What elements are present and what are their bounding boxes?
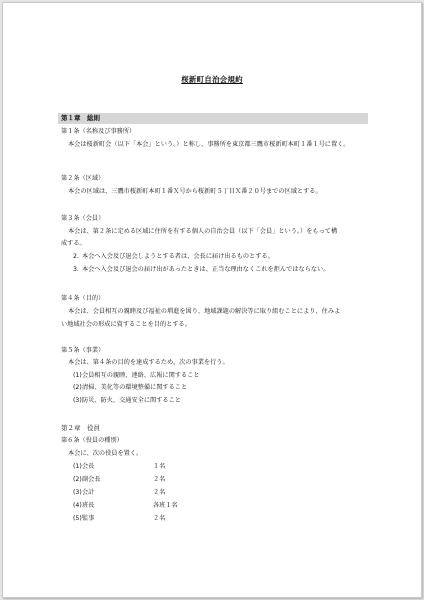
document-page bbox=[2, 2, 422, 598]
officer-count: ２名 bbox=[153, 476, 166, 483]
article-1-body: 本会は桜新町会（以下「本会」という。）と称し、事務所を東京都三鷹市桜新町本町１番１号に置く。 bbox=[68, 141, 350, 148]
article-4-body-continued: い地域社会の形成に資することを目的とする。 bbox=[61, 321, 191, 328]
officer-number: (2) bbox=[73, 476, 82, 483]
article-4-body: 本会は、会員相互の親睦及び福祉の増進を図り、地域課題の解決等に取り組むことにより、住みよ bbox=[68, 308, 341, 315]
article-3-item-text: 本会へ入会及び退会しようとする者は、会長に届け出るものとする。 bbox=[82, 253, 274, 260]
article-5-item-number: (3) bbox=[73, 397, 82, 404]
chapter-1-heading: 第１章 総則 bbox=[58, 113, 368, 124]
article-3-heading: 第３条（会員） bbox=[61, 215, 105, 222]
article-5-heading: 第５条（事業） bbox=[61, 347, 105, 354]
officer-role: 会計 bbox=[82, 489, 95, 496]
article-3-item-number: 3. bbox=[73, 266, 79, 273]
article-3-item-text: 本会へ入会及び退会の届け出があったときは、正当な理由なくこれを拒んではならない。 bbox=[82, 266, 330, 273]
article-6-heading: 第６条（役員の種別） bbox=[61, 437, 123, 444]
officer-role: 班長 bbox=[82, 502, 95, 509]
article-1-heading: 第１条（名称及び事務所） bbox=[61, 128, 136, 135]
article-5-item-number: (2) bbox=[73, 384, 82, 391]
article-5-item-text: 清掃、美化等の環境整備に関すること bbox=[82, 384, 188, 391]
officer-role: 監事 bbox=[82, 515, 95, 522]
officer-count: 各班１名 bbox=[153, 502, 178, 509]
article-5-item-text: 防災、防火、交通安全に関すること bbox=[82, 397, 181, 404]
officer-number: (4) bbox=[73, 502, 82, 509]
officer-number: (5) bbox=[73, 515, 82, 522]
article-3-body: 本会は、第２条に定める区域に住所を有する個人の自治会員（以下「会員」という。）をもって構 bbox=[68, 228, 338, 235]
article-6-body: 本会に、次の役員を置く。 bbox=[68, 450, 143, 457]
document-title: 桜新町自治会規約 bbox=[181, 75, 243, 84]
officer-count: １名 bbox=[153, 463, 166, 470]
officer-number: (3) bbox=[73, 489, 82, 496]
article-3-item-number: 2. bbox=[73, 253, 79, 260]
article-3-body-continued: 成する。 bbox=[61, 240, 86, 247]
article-5-item-text: 会員相互の親睦、連絡、広報に関すること bbox=[82, 372, 200, 379]
officer-role: 副会長 bbox=[82, 476, 101, 483]
article-4-heading: 第４条（目的） bbox=[61, 295, 105, 302]
article-5-body: 本会は、第４条の目的を達成するため、次の事業を行う。 bbox=[68, 359, 229, 366]
article-2-body: 本会の区域は、三鷹市桜新町本町１番Ｘ号から桜新町５丁目Ｘ番２０号までの区域とする。 bbox=[68, 188, 322, 195]
officer-role: 会長 bbox=[82, 463, 95, 470]
officer-count: ２名 bbox=[153, 489, 166, 496]
officer-count: ２名 bbox=[153, 515, 166, 522]
chapter-2-heading: 第２章 役員 bbox=[61, 424, 100, 432]
article-2-heading: 第２条（区域） bbox=[61, 175, 105, 182]
officer-number: (1) bbox=[73, 463, 82, 470]
article-5-item-number: (1) bbox=[73, 372, 82, 379]
